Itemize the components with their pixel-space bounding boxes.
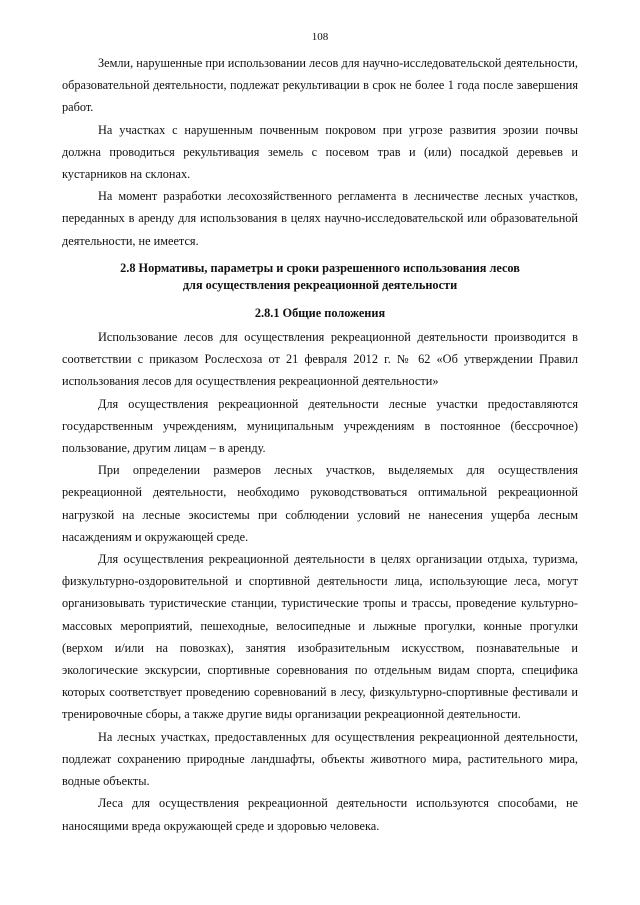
section-heading-line2: для осуществления рекреационной деятельности: [182, 277, 458, 292]
page-number: 108: [311, 31, 329, 43]
document-body: [62, 52, 578, 837]
paragraph: Для осуществления рекреационной деятельности в целях организации отдыха, туризма, физкультурно-оздоровительной и спортивной деятельности лица, использующие леса, могут организовывать туристические станции, туристические тропы и трассы, проведение культурно-массовых мероприятий, пешеходные, велосипедные и лыжные прогулки, конные прогулки (верхом и/или на повозках), занятия изобразительным искусством, познавательные и экологические экскурсии, спортивные соревнования по отдельным видам спорта, специфика которых соответствует проведению соревнований в лесу, физкультурно-спортивные фестивали и тренировочные сборы, а также другие виды организации рекреационной деятельности.: [62, 552, 578, 722]
paragraph: При определении размеров лесных участков, выделяемых для осуществления рекреационной деятельности, необходимо руководствоваться оптимальной рекреационной нагрузкой на лесные экосистемы при соблюдении условий не нанесения ущерба лесным насаждениям и окружающей среде.: [62, 463, 578, 544]
section-heading: [62, 260, 578, 294]
paragraph: Использование лесов для осуществления рекреационной деятельности производится в соответствии с приказом Рослесхоза от 21 февраля 2012 г. № 62 «Об утверждении Правил использования лесов для осуществления рекреационной деятельности»: [62, 330, 578, 389]
section-heading-line1: 2.8 Нормативы, параметры и сроки разрешенного использования лесов: [120, 260, 520, 275]
paragraph: Леса для осуществления рекреационной деятельности используются способами, не наносящими вреда окружающей среде и здоровью человека.: [62, 796, 578, 833]
paragraph: На участках с нарушенным почвенным покровом при угрозе развития эрозии почвы должна проводиться рекультивация земель с посевом трав и (или) посадкой деревьев и кустарников на склонах.: [62, 122, 578, 182]
paragraph: Земли, нарушенные при использовании лесов для научно-исследовательской деятельности, образовательной деятельности, подлежат рекультивации в срок не более 1 года после завершения работ.: [62, 56, 578, 115]
paragraph: На лесных участках, предоставленных для осуществления рекреационной деятельности, подлежат сохранению природные ландшафты, объекты животного мира, растительного мира, водные объекты.: [62, 729, 578, 789]
subsection-heading: 2.8.1 Общие положения: [254, 305, 386, 320]
paragraph: На момент разработки лесохозяйственного регламента в лесничестве лесных участков, переданных в аренду для использования в целях научно-исследовательской или образовательной деятельности, не имеется.: [62, 189, 578, 248]
paragraph: Для осуществления рекреационной деятельности лесные участки предоставляются государственным учреждениям, муниципальным учреждениям в постоянное (бессрочное) пользование, другим лицам – в аренду.: [62, 396, 578, 456]
